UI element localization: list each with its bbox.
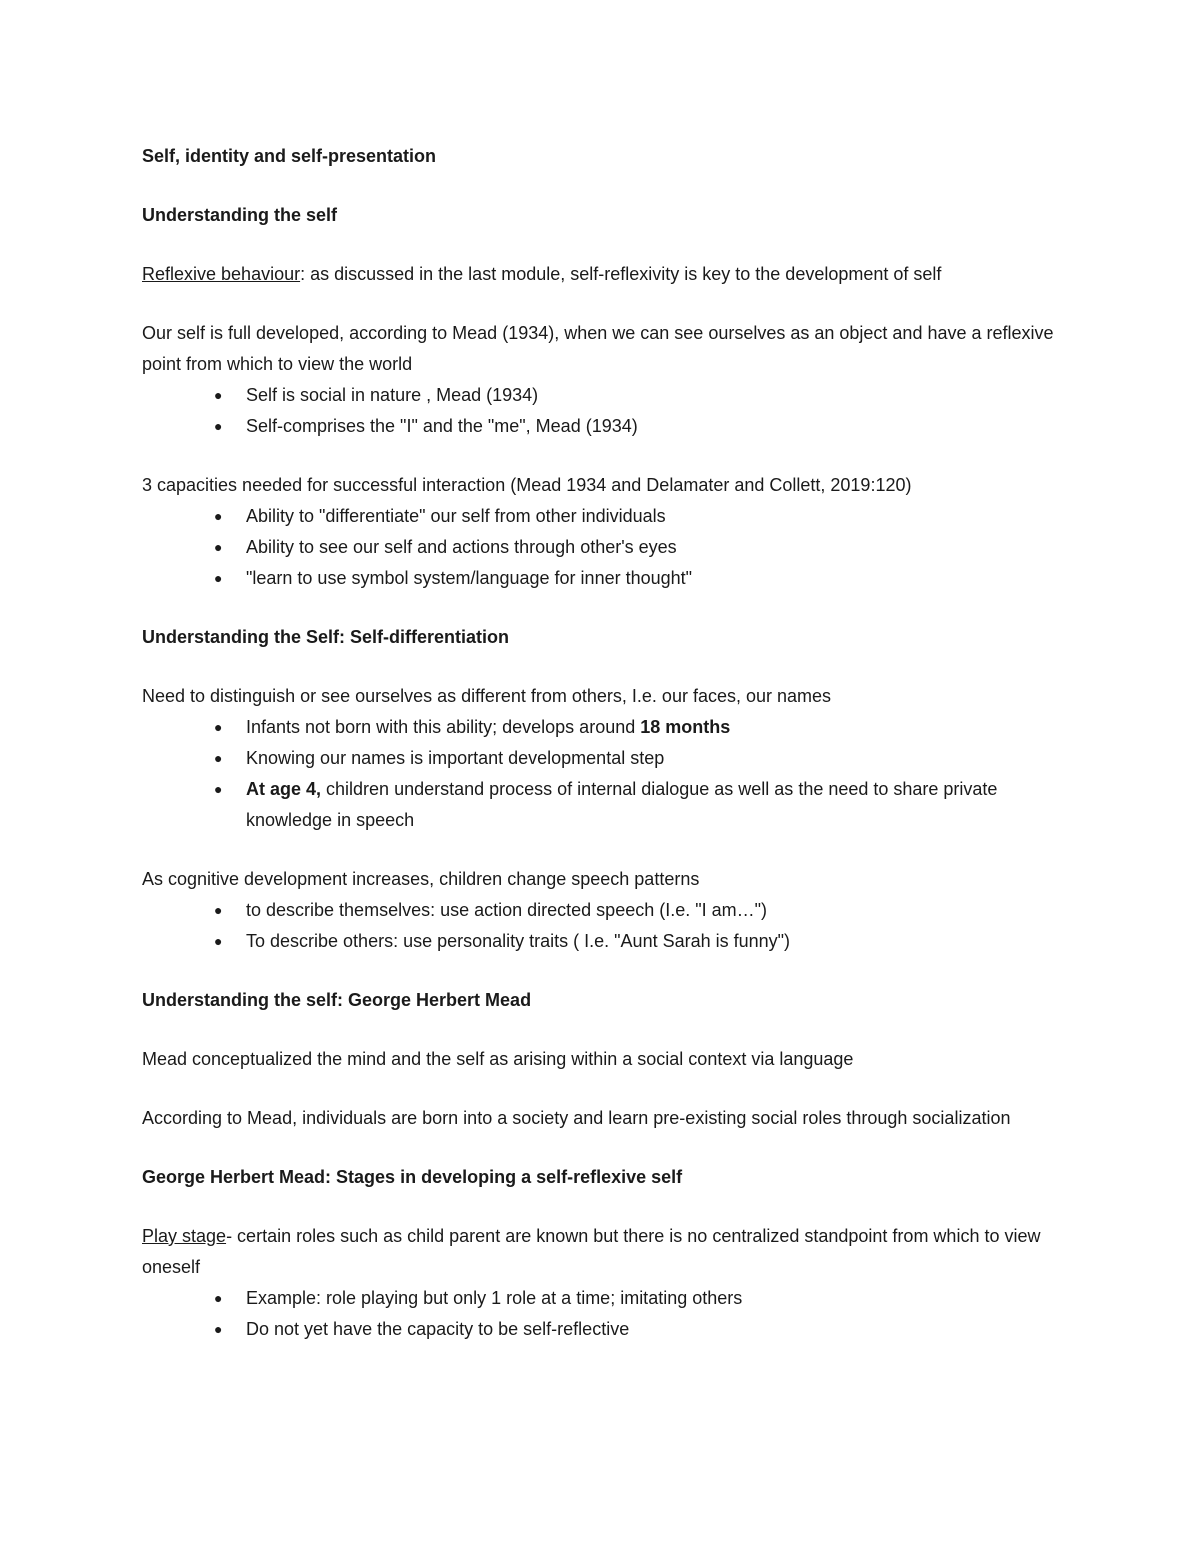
list-item: ● "learn to use symbol system/language for inner thought" [142,563,1062,594]
bullet-list-mead-self [142,380,1062,442]
paragraph-according-to-mead: According to Mead, individuals are born into a society and learn pre-existing social roles through socialization [142,1108,1011,1128]
list-item: ● Ability to see our self and actions through other's eyes [142,532,1062,563]
section-heading-stages: George Herbert Mead: Stages in developing a self-reflexive self [142,1167,683,1187]
bullet-icon: ● [214,902,223,918]
bullet-icon: ● [214,781,223,797]
list-item: ● At age 4, children understand process of internal dialogue as well as the need to share private knowledge in speech [142,774,1062,836]
paragraph-three-capacities: 3 capacities needed for successful interaction (Mead 1934 and Delamater and Collett, 2019:120) [142,475,912,495]
list-item: ● Example: role playing but only 1 role at a time; imitating others [142,1283,1062,1314]
paragraph-text: : as discussed in the last module, self-reflexivity is key to the development of self [300,264,942,284]
list-item: ● to describe themselves: use action directed speech (I.e. "I am…") [142,895,1062,926]
section-heading-self-differentiation: Understanding the Self: Self-differentiation [142,627,510,647]
list-item: ● Self is social in nature , Mead (1934) [142,380,1062,411]
bullet-list-speech-patterns [142,895,1062,957]
list-item: ● Knowing our names is important developmental step [142,743,1062,774]
paragraph-text: - certain roles such as child parent are known but there is no centralized standpoint from which to view oneself [142,1226,1041,1277]
bullet-icon: ● [214,539,223,555]
list-item: ● Infants not born with this ability; develops around 18 months [142,712,1062,743]
paragraph-mead-conceptualized: Mead conceptualized the mind and the self as arising within a social context via language [142,1049,854,1069]
term-reflexive-behaviour: Reflexive behaviour [142,264,301,284]
paragraph-cognitive-development: As cognitive development increases, children change speech patterns [142,869,700,889]
section-heading-understanding-self: Understanding the self [142,205,338,225]
term-play-stage: Play stage [142,1226,227,1246]
list-item: ● Self-comprises the "I" and the "me", Mead (1934) [142,411,1062,442]
bullet-icon: ● [214,933,223,949]
bullet-icon: ● [214,719,223,735]
bullet-list-play-stage [142,1283,1062,1345]
bullet-icon: ● [214,387,223,403]
bullet-icon: ● [214,1290,223,1306]
section-heading-george-herbert-mead: Understanding the self: George Herbert Mead [142,990,532,1010]
list-item: ● Ability to "differentiate" our self from other individuals [142,501,1062,532]
bullet-icon: ● [214,750,223,766]
bullet-icon: ● [214,1321,223,1337]
paragraph-reflexive-behaviour [142,259,1062,290]
paragraph-distinguish: Need to distinguish or see ourselves as different from others, I.e. our faces, our names [142,686,832,706]
list-item: ● Do not yet have the capacity to be self-reflective [142,1314,1062,1345]
bullet-list-capacities [142,501,1062,594]
list-item: ● To describe others: use personality traits ( I.e. "Aunt Sarah is funny") [142,926,1062,957]
paragraph-self-developed: Our self is full developed, according to Mead (1934), when we can see ourselves as an object and have a reflexive point from which to view the world [142,323,1054,374]
bullet-list-development [142,712,1062,836]
document-title: Self, identity and self-presentation [142,146,437,166]
paragraph-play-stage [142,1221,1062,1283]
document-body [142,141,1062,1345]
bullet-icon: ● [214,570,223,586]
bullet-icon: ● [214,508,223,524]
bullet-icon: ● [214,418,223,434]
